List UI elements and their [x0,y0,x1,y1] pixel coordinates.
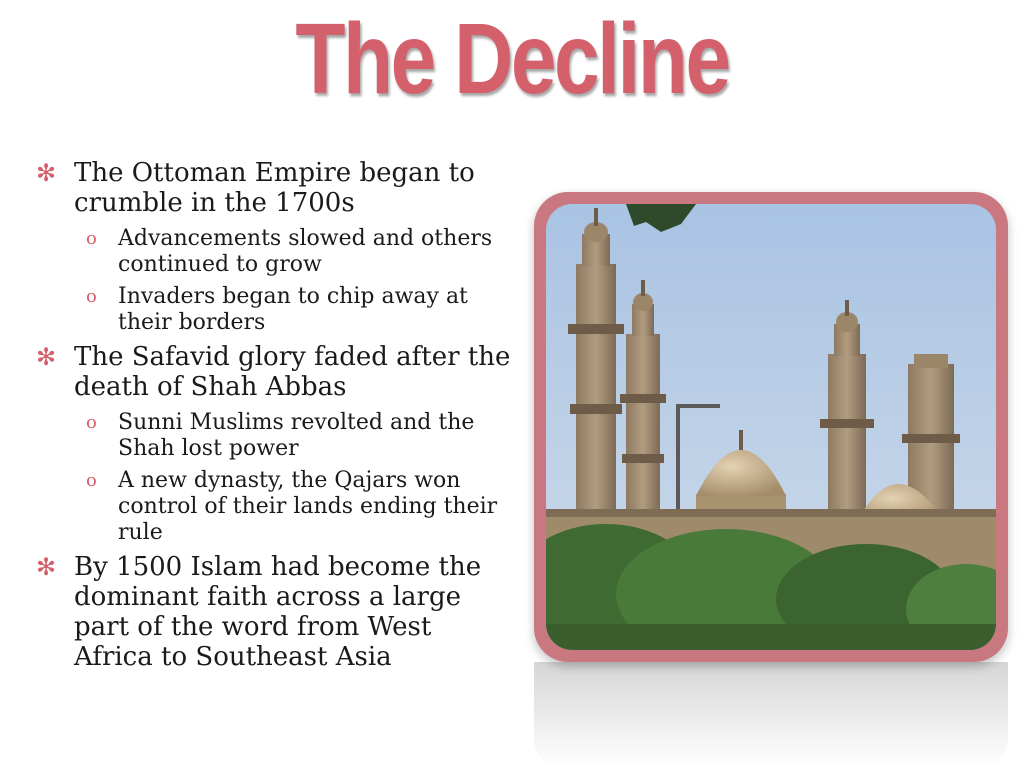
bullet-text: By 1500 Islam had become the dominant faith across a large part of the word from West Africa to Southeast Asia [74,552,482,672]
slide-title: The Decline [295,3,729,115]
asterisk-bullet-icon: ✻ [36,343,57,371]
bullet-item [36,552,516,672]
bullet-text: The Ottoman Empire began to crumble in the 1700s [74,158,475,218]
bullet-item [36,342,516,402]
sub-bullet-text: Sunni Muslims revolted and the Shah lost power [118,410,475,461]
bullet-list [36,158,516,680]
circle-bullet-icon: o [86,286,97,307]
sub-bullet-item [36,410,516,462]
mosque-photo [546,204,996,650]
circle-bullet-icon: o [86,470,97,491]
sub-bullet-item [36,226,516,278]
circle-bullet-icon: o [86,228,97,249]
sub-bullet-list [36,410,516,546]
sub-bullet-text: Advancements slowed and others continued to grow [118,226,493,277]
sub-bullet-text: Invaders began to chip away at their borders [118,284,468,335]
bullet-text: The Safavid glory faded after the death of Shah Abbas [74,342,511,402]
bullet-item [36,158,516,218]
sub-bullet-list [36,226,516,336]
sub-bullet-item [36,468,516,546]
photo-reflection [534,662,1008,768]
photo-frame [534,192,1008,662]
sub-bullet-item [36,284,516,336]
circle-bullet-icon: o [86,412,97,433]
asterisk-bullet-icon: ✻ [36,159,57,187]
sub-bullet-text: A new dynasty, the Qajars won control of their lands ending their rule [118,468,498,545]
asterisk-bullet-icon: ✻ [36,553,57,581]
